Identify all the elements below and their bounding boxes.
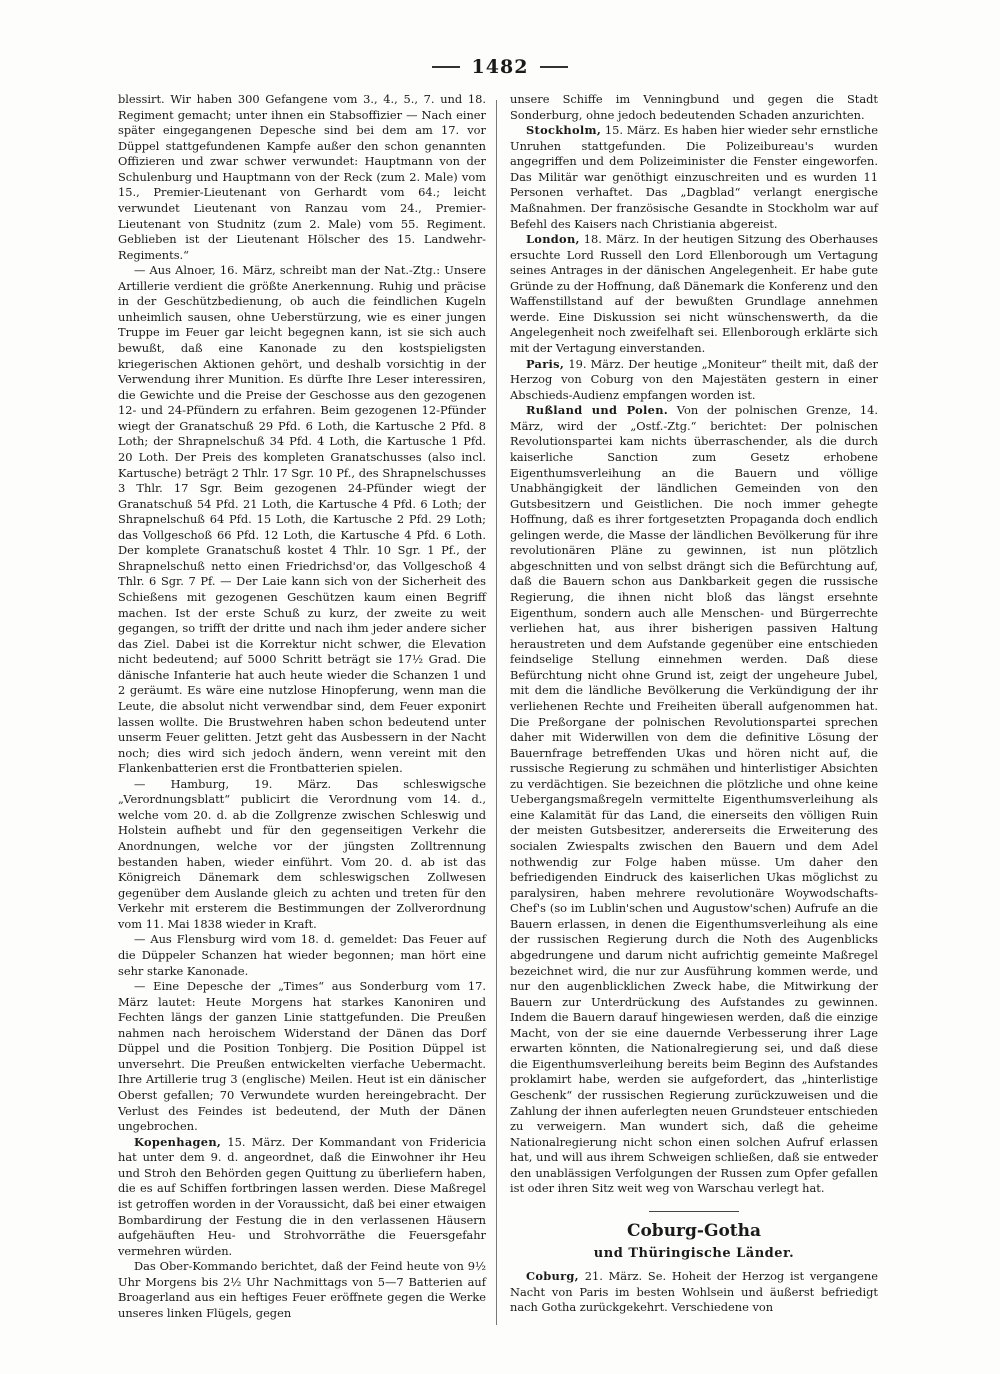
- article-paragraph: [118, 979, 486, 1135]
- paragraph-text: — Aus Alnoer, 16. März, schreibt man der Nat.-Ztg.: Unsere Artillerie verdient die größte Anerkennung. Ruhig und präcise in der Geschützbedienung, ob auch die feindlichen Kugeln unheimlich sausen, ohne Ueberstürzung, wie es einer jungen Truppe im Feuer gar leicht begegnen kann, ist sie sich auch bewußt, daß eine Kanonade zu den kostspieligsten kriegerischen Aktionen gehört, und deshalb vorsichtig in der Verwendung ihrer Munition. Es dürfte Ihre Leser interessiren, die Gewichte und die Preise der Geschosse aus den gezogenen 12- und 24-Pfündern zu erfahren. Beim gezogenen 12-Pfünder wiegt der Granatschuß 29 Pfd. 6 Loth, die Kartusche 2 Pfd. 8 Loth; der Shrapnelschuß 34 Pfd. 4 Loth, die Kartusche 1 Pfd. 20 Loth. Der Preis des kompleten Granatschusses (also incl. Kartusche) beträgt 2 Thlr. 17 Sgr. 10 Pf., des Shrapnelschusses 3 Thlr. 17 Sgr. Beim gezogenen 24-Pfünder wiegt der Granatschuß 54 Pfd. 21 Loth, die Kartusche 4 Pfd. 6 Loth; der Shrapnelschuß 64 Pfd. 15 Loth, die Kartusche 2 Pfd. 29 Loth; das Vollgeschoß 66 Pfd. 12 Loth, die Kartusche 4 Pfd. 6 Loth. Der komplete Granatschuß kostet 4 Thlr. 10 Sgr. 1 Pf., der Shrapnelschuß netto einen Friedrichsd'or, das Vollgeschoß 4 Thlr. 6 Sgr. 7 Pf. — Der Laie kann sich von der Sicherheit des Schießens mit gezogenen Geschützen kaum einen Begriff machen. Ist der erste Schuß zu kurz, der zweite zu weit gegangen, so trifft der dritte und nach ihm jeder andere sicher das Ziel. Dabei ist die Korrektur nicht schwer, die Elevation nicht bedeutend; auf 5000 Schritt beträgt sie 17½ Grad. Die dänische Infanterie hat auch heute wieder die Schanzen 1 und 2 geräumt. Es wäre eine nutzlose Hinopferung, wenn man die Leute, die absolut nicht verwendbar sind, dem Feuer exponirt lassen wollte. Die Brustwehren haben schon bedeutend unter unserm Feuer gelitten. Jetzt geht das Ausbessern in der Nacht noch; dies wird sich jedoch ändern, wenn vereint mit den Flankenbatterien erst die Frontbatterien spielen.: [118, 263, 486, 776]
- section-separator: [649, 1211, 739, 1212]
- paragraph-text: 18. März. In der heutigen Sitzung des Oberhauses ersuchte Lord Russell den Lord Ellenborough um Vertagung seines Antrages in der dänischen Angelegenheit. Er habe gute Gründe zu der Hoffnung, daß Dänemark die Konferenz und den Waffenstillstand auf der bewußten Grundlage annehmen werde. Eine Diskussion sei nicht wünschenswerth, da die Angelegenheit noch zweifelhaft sei. Ellenborough erklärte sich mit der Vertagung einverstanden.: [510, 232, 878, 355]
- article-paragraph: [118, 1259, 486, 1321]
- article-paragraph: [510, 403, 878, 1197]
- left-column: [118, 92, 486, 1321]
- right-column: [510, 92, 878, 1316]
- header-rule-right: [540, 66, 568, 68]
- dateline-place: Coburg,: [526, 1269, 579, 1284]
- page-number: 1482: [471, 56, 529, 78]
- article-paragraph: [118, 263, 486, 777]
- article-paragraph: [118, 777, 486, 933]
- paragraph-text: 19. März. Der heutige „Moniteur“ theilt mit, daß der Herzog von Coburg von den Majestäten gestern in einer Abschieds-Audienz empfangen worden ist.: [510, 356, 878, 402]
- article-paragraph: [510, 92, 878, 123]
- paragraph-text: 15. März. Es haben hier wieder sehr ernstliche Unruhen stattgefunden. Die Polizeibureau's wurden angegriffen und dem Polizeiminister die Fenster eingeworfen. Das Militär war genöthigt einzuschreiten und es wurden 11 Personen verhaftet. Das „Dagblad“ verlangt energische Maßnahmen. Der französische Gesandte in Stockholm war auf Befehl des Kaisers nach Christiania abgereist.: [510, 123, 878, 231]
- article-paragraph: [510, 123, 878, 232]
- article-paragraph: [118, 932, 486, 979]
- article-paragraph: [510, 1269, 878, 1316]
- dateline-place: Paris,: [526, 356, 565, 371]
- section-title: Coburg-Gotha: [626, 1220, 762, 1241]
- dateline-place: Rußland und Polen.: [526, 403, 669, 418]
- dateline-place: Kopenhagen,: [134, 1134, 222, 1149]
- paragraph-text: — Eine Depesche der „Times“ aus Sonderburg vom 17. März lautet: Heute Morgens hat starkes Kanoniren und Fechten längs der ganzen Linie stattgefunden. Die Preußen nahmen nach heroischem Widerstand der Dänen das Dorf Düppel und die Position Tonbjerg. Die Position Düppel ist unversehrt. Die Preußen entwickelten vierfache Uebermacht. Ihre Artillerie trug 3 (englische) Meilen. Heut ist ein dänischer Oberst gefallen; 70 Verwundete wurden hereingebracht. Der Verlust des Feindes ist bedeutend, der Muth der Dänen ungebrochen.: [118, 979, 486, 1134]
- paragraph-text: 15. März. Der Kommandant von Fridericia hat unter dem 9. d. angeordnet, daß die Einwohner ihr Heu und Stroh den Behörden gegen Quittung zu überliefern haben, die es auf Schiffen fortbringen lassen werden. Diese Maßregel ist getroffen worden in der Voraussicht, daß bei einer etwaigen Bombardirung der Festung die in den verlassenen Häusern aufgehäuften Heu- und Strohvorräthe die Feuersgefahr vermehren würden.: [118, 1134, 486, 1258]
- paragraph-text: blessirt. Wir haben 300 Gefangene vom 3., 4., 5., 7. und 18. Regiment gemacht; unter ihnen ein Stabsoffizier — Nach einer später eingegangenen Depesche sind bei dem am 17. vor Düppel stattgefundenen Kampfe außer den schon genannten Offizieren und zwar schwer verwundet: Hauptmann von der Schulenburg und Hauptmann von der Reck (zum 2. Male) vom 15., Premier-Lieutenant von Gerhardt vom 64.; leicht verwundet Lieutenant von Ranzau vom 24., Premier-Lieutenant von Studnitz (zum 2. Male) vom 55. Regiment. Geblieben ist der Lieutenant Hölscher des 15. Landwehr-Regiments.“: [118, 92, 486, 262]
- dateline-place: Stockholm,: [526, 123, 602, 138]
- paragraph-text: unsere Schiffe im Venningbund und gegen die Stadt Sonderburg, ohne jedoch bedeutenden Schaden anzurichten.: [510, 92, 878, 122]
- column-divider: [496, 100, 497, 1325]
- article-paragraph: [118, 92, 486, 263]
- page-header: [0, 52, 1000, 82]
- paragraph-text: — Hamburg, 19. März. Das schleswigsche „Verordnungsblatt“ publicirt die Verordnung vom 14. d., welche vom 20. d. ab die Zollgrenze zwischen Schleswig und Holstein aufhebt und für den gegenseitigen Verkehr die Anordnungen, welche vor der jüngsten Zolltrennung bestanden haben, wieder einführt. Vom 20. d. ab ist das Königreich Dänemark dem schleswigschen Zollwesen gegenüber dem Auslande gleich zu achten und treten für den Verkehr mit ersterem die Bestimmungen der Zollverordnung vom 11. Mai 1838 wieder in Kraft.: [118, 776, 486, 931]
- section-subtitle: und Thüringische Länder.: [593, 1245, 795, 1261]
- header-rule-left: [432, 66, 460, 68]
- article-paragraph: [118, 1135, 486, 1260]
- paragraph-text: Von der polnischen Grenze, 14. März, wird der „Ostf.-Ztg.“ berichtet: Der polnischen Revolutionspartei kam nichts überraschender, als die durch kaiserliche Sanction zum Gesetz erhobene Eigenthumsverleihung an die Bauern und völlige Unabhängigkeit der ländlichen Gemeinden von den Gutsbesitzern und Geistlichen. Die noch immer gehegte Hoffnung, daß es ihrer fortgesetzten Propaganda doch endlich gelingen werde, die Masse der ländlichen Bevölkerung für ihre revolutionären Pläne zu gewinnen, ist nun plötzlich abgeschnitten und von selbst drängt sich die Befürchtung auf, daß die Bauern schon aus Dankbarkeit gegen die russische Regierung, die ihnen nicht bloß das längst ersehnte Eigenthum, sondern auch alle Menschen- und Bürgerrechte verliehen hat, aus ihrer bisherigen passiven Haltung heraustreten und dem Aufstande gegenüber eine entschieden feindselige Stellung einnehmen werden. Daß diese Befürchtung nicht ohne Grund ist, zeigt der ungeheure Jubel, mit dem die ländliche Bevölkerung die Verkündigung der ihr verliehenen Rechte und Freiheiten überall aufgenommen hat. Die Preßorgane der polnischen Revolutionspartei sprechen daher mit Widerwillen von dem die definitive Lösung der Bauernfrage betreffenden Ukas und hören nicht auf, die russische Regierung zu schmähen und hinterlistiger Absichten zu verdächtigen. Sie bezeichnen die plötzliche und ohne keine Uebergangsmaßregeln vermittelte Eigenthumsverleihung als eine Kalamität für das Land, die einerseits den völligen Ruin der meisten Gutsbesitzer, andererseits die Erweiterung des socialen Zwiespalts zwischen den Bauern und dem Adel nothwendig zur Folge haben müsse. Um daher den befriedigenden Eindruck des kaiserlichen Ukas möglichst zu paralysiren, haben mehrere revolutionäre Woywodschafts-Chef's (so im Lublin'schen und Augustow'schen) Aufrufe an die Bauern erlassen, in denen die Eigenthumsverleihung als eine der russischen Regierung durch die Noth des Augenblicks abgedrungene und darum nicht aufrichtig gemeinte Maßregel bezeichnet wird, die nur zur Ausführung kommen werde, und nur den augenblicklichen Zweck habe, die Mitwirkung der Bauern zur Unterdrückung des Aufstandes zu gewinnen. Indem die Bauern darauf hingewiesen werden, daß die einzige Macht, von der sie eine dauernde Verbesserung ihrer Lage erwarten könnten, die Nationalregierung sei, und daß diese die Eigenthumsverleihung bereits beim Beginn des Aufstandes proklamirt habe, werden sie aufgefordert, das „hinterlistige Geschenk“ der russischen Regierung zurückzuweisen und die Zahlung der ihnen auferlegten neuen Grundsteuer entschieden zu verweigern. Man wundert sich, daß die geheime Nationalregierung nicht schon einen solchen Aufruf erlassen hat, und will aus ihrem Schweigen schließen, daß sie entweder den unablässigen Verfolgungen der Russen zum Opfer gefallen ist oder ihren Sitz weit weg von Warschau verlegt hat.: [510, 403, 878, 1196]
- paragraph-text: — Aus Flensburg wird vom 18. d. gemeldet: Das Feuer auf die Düppeler Schanzen hat wieder begonnen; man hört eine sehr starke Kanonade.: [118, 932, 486, 978]
- paragraph-text: 21. März. Se. Hoheit der Herzog ist vergangene Nacht von Paris im besten Wohlsein und äußerst befriedigt nach Gotha zurückgekehrt. Verschiedene von: [510, 1269, 878, 1315]
- paragraph-text: Das Ober-Kommando berichtet, daß der Feind heute von 9½ Uhr Morgens bis 2½ Uhr Nachmittags von 5—7 Batterien auf Broagerland aus ein heftiges Feuer eröffnete gegen die Werke unseres linken Flügels, gegen: [118, 1259, 486, 1320]
- article-paragraph: [510, 357, 878, 404]
- dateline-place: London,: [526, 232, 580, 247]
- article-paragraph: [510, 232, 878, 357]
